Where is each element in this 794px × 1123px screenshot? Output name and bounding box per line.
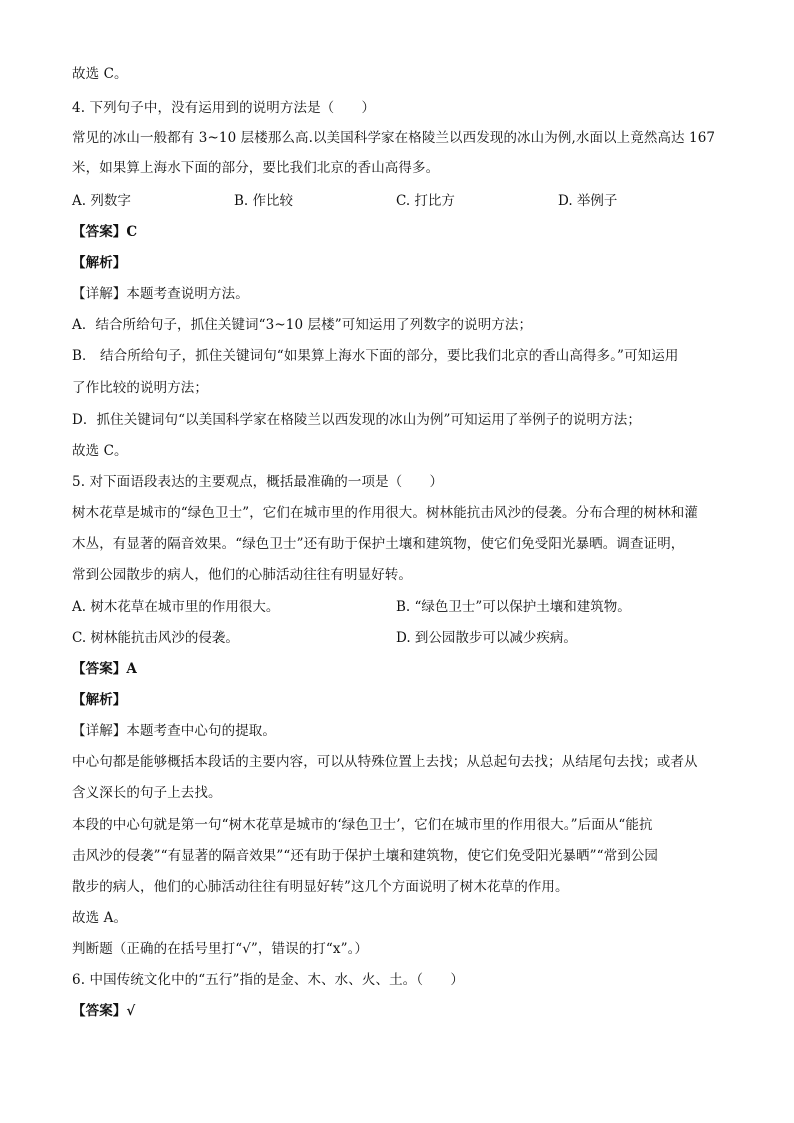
- q6-stem: 6. 中国传统文化中的“五行”指的是金、木、水、火、土。（ ）: [72, 972, 464, 988]
- q3-conclusion: 故选 C。: [72, 66, 128, 82]
- q4-analysis-label: 【解析】: [72, 255, 127, 271]
- q5-explanation-line: 散步的病人，他们的心肺活动往往有明显好转”这几个方面说明了树木花草的作用。: [72, 879, 569, 895]
- q4-explanation-line: B． 结合所给句子，抓住关键词句“如果算上海水下面的部分，要比我们北京的香山高得多。”可知运用: [72, 348, 679, 364]
- q5-analysis-label: 【解析】: [72, 692, 127, 708]
- q5-passage-line: 木丛，有显著的隔音效果。“绿色卫士”还有助于保护土壤和建筑物，使它们免受阳光暴晒。调查证明，: [72, 536, 685, 552]
- q5-explanation-line: 击风沙的侵袭”“有显著的隔音效果”“还有助于保护土壤和建筑物，使它们免受阳光暴晒”“常到公园: [72, 848, 659, 864]
- q4-conclusion: 故选 C。: [72, 443, 128, 459]
- q5-option-d: D. 到公园散步可以减少疾病。: [396, 630, 577, 646]
- q4-option-a: A. 列数字: [72, 193, 131, 209]
- q5-explanation-line: 含义深长的句子上去找。: [72, 785, 222, 801]
- q5-stem: 5. 对下面语段表达的主要观点，概括最准确的一项是（ ）: [72, 474, 444, 490]
- q4-stem: 4. 下列句子中，没有运用到的说明方法是（ ）: [72, 100, 376, 116]
- q4-option-c: C. 打比方: [396, 193, 455, 209]
- judgment-instruction: 判断题（正确的在括号里打“√”，错误的打“x”。）: [72, 941, 369, 957]
- q5-passage-line: 树木花草是城市的“绿色卫士”，它们在城市里的作用很大。树林能抗击风沙的侵袭。分布合理的树林和灌: [72, 505, 699, 521]
- q5-detail: 【详解】本题考查中心句的提取。: [72, 723, 276, 739]
- q4-explanation-line: D．抓住关键词句“以美国科学家在格陵兰以西发现的冰山为例”可知运用了举例子的说明方法；: [72, 412, 641, 428]
- q4-option-d: D. 举例子: [558, 193, 618, 209]
- q5-explanation-line: 本段的中心句就是第一句“树木花草是城市的‘绿色卫士’，它们在城市里的作用很大。”后面从“能抗: [72, 817, 653, 833]
- q5-answer: 【答案】A: [72, 661, 137, 677]
- q4-passage-line: 米，如果算上海水下面的部分，要比我们北京的香山高得多。: [72, 160, 440, 176]
- q5-option-c: C. 树林能抗击风沙的侵袭。: [72, 630, 239, 646]
- q4-detail: 【详解】本题考查说明方法。: [72, 286, 249, 302]
- q4-passage-line: 常见的冰山一般都有 3~10 层楼那么高.以美国科学家在格陵兰以西发现的冰山为例,水面以上竟然高达 167: [72, 130, 716, 146]
- q5-option-a: A. 树木花草在城市里的作用很大。: [72, 599, 280, 615]
- q5-option-b: B. “绿色卫士”可以保护土壤和建筑物。: [396, 599, 631, 615]
- q6-answer: 【答案】√: [72, 1003, 136, 1019]
- q4-answer: 【答案】C: [72, 224, 138, 240]
- q5-explanation-line: 中心句都是能够概括本段话的主要内容，可以从特殊位置上去找；从总起句去找；从结尾句去找；或者从: [72, 754, 698, 770]
- q4-explanation-line: 了作比较的说明方法；: [72, 380, 208, 396]
- q4-explanation-line: A．结合所给句子，抓住关键词“3~10 层楼”可知运用了列数字的说明方法；: [72, 317, 533, 333]
- q5-conclusion: 故选 A。: [72, 910, 128, 926]
- q5-passage-line: 常到公园散步的病人，他们的心肺活动往往有明显好转。: [72, 567, 412, 583]
- q4-option-b: B. 作比较: [234, 193, 294, 209]
